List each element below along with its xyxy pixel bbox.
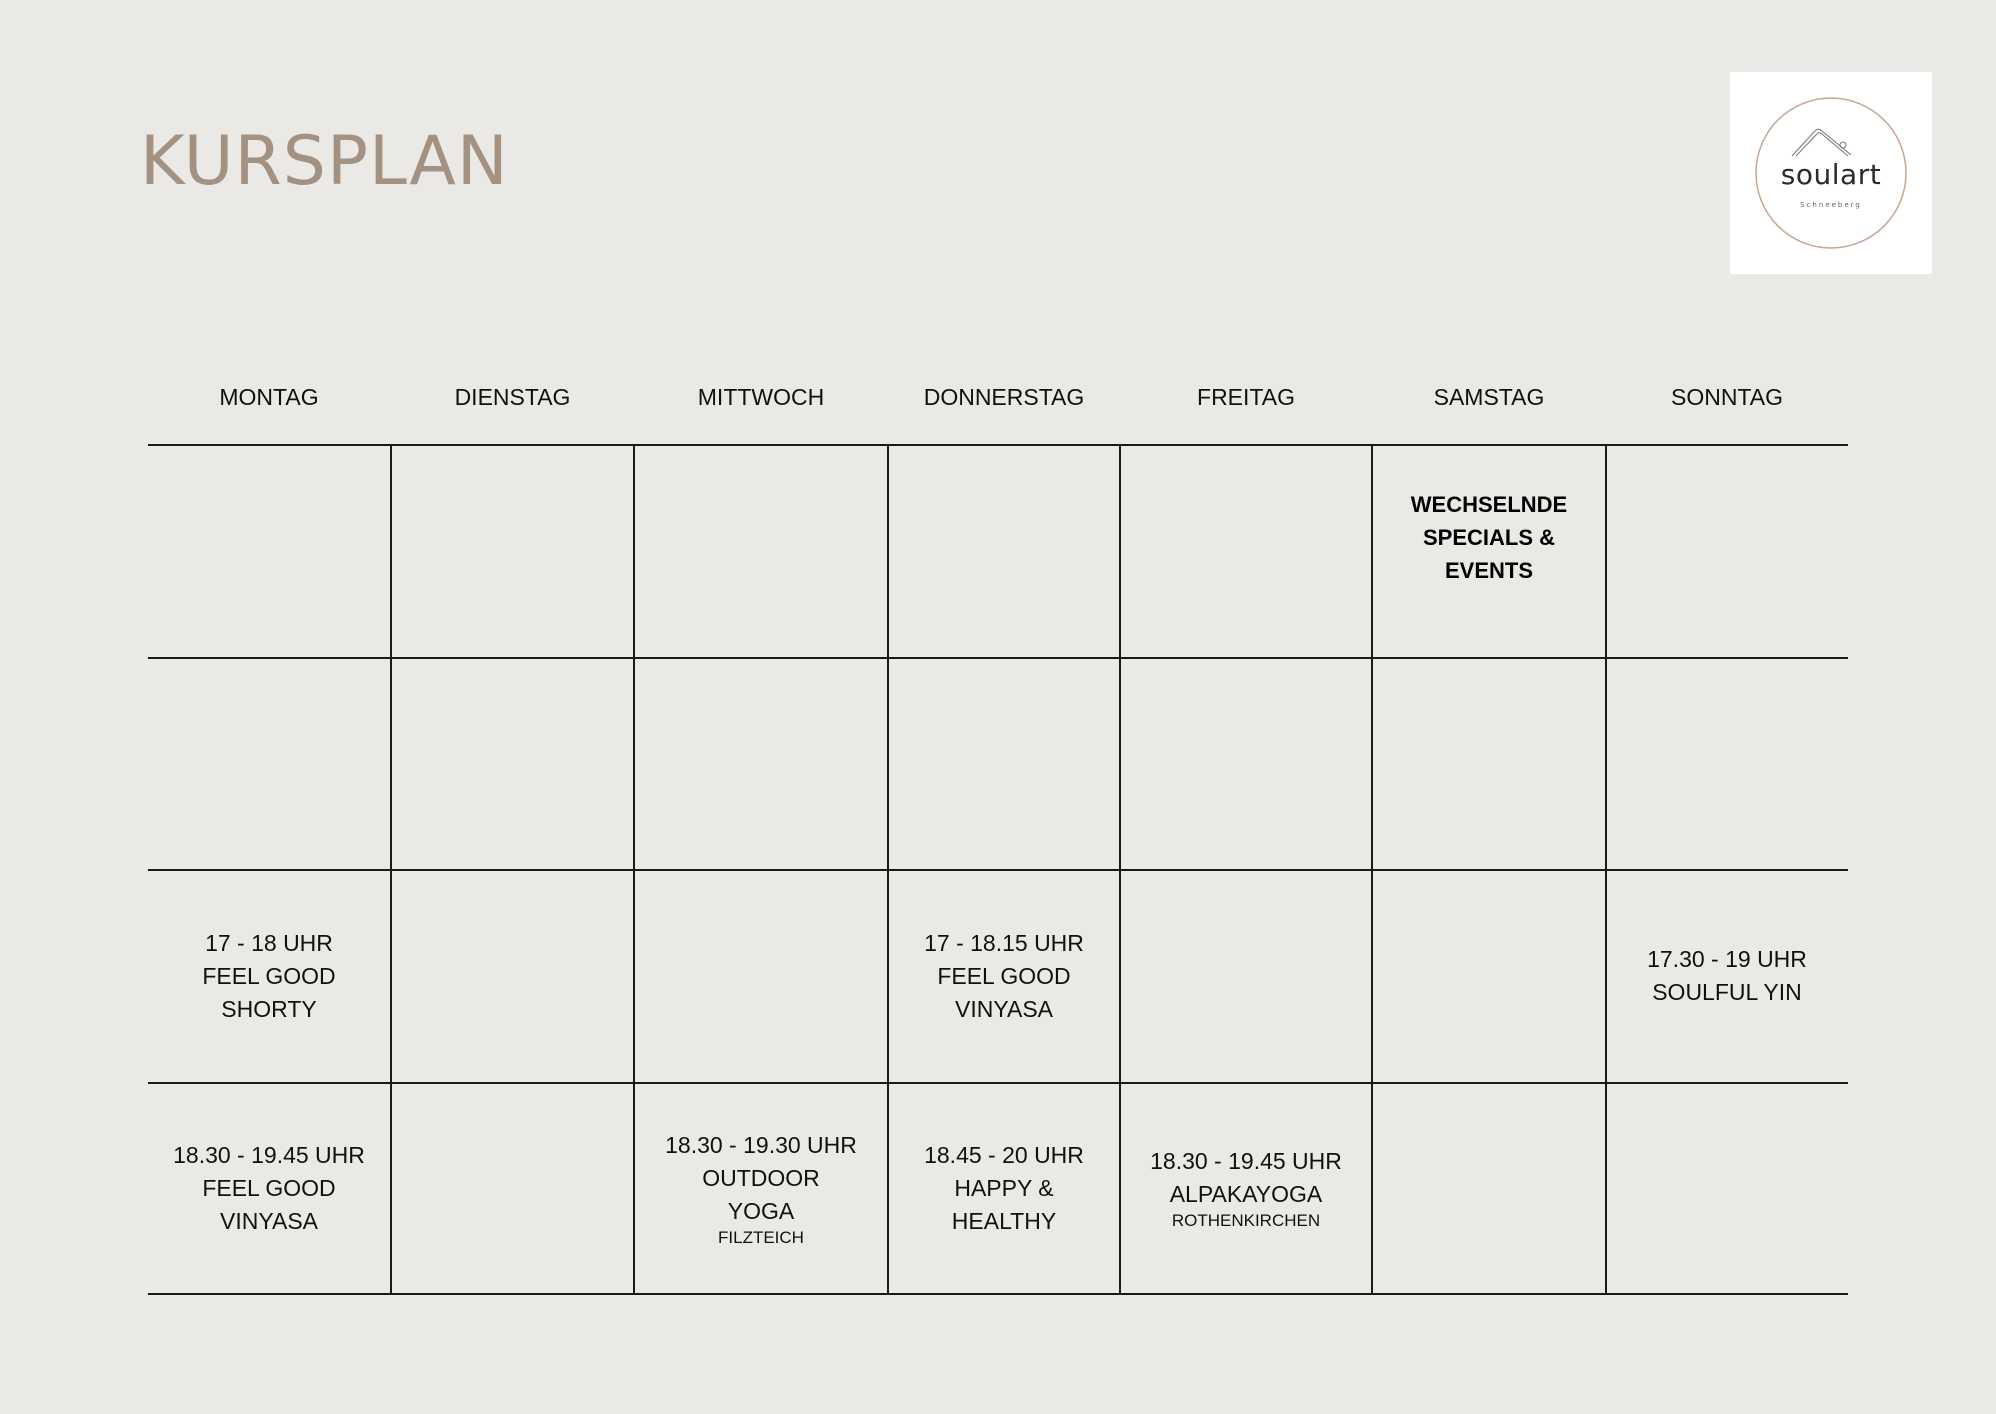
day-header-donnerstag: DONNERSTAG	[923, 384, 1085, 410]
class-name: FEEL GOOD	[202, 1174, 336, 1201]
class-name: YOGA	[727, 1197, 795, 1224]
schedule-cell-donnerstag-row3	[888, 871, 1120, 1081]
event-line: WECHSELNDE	[1410, 491, 1568, 517]
schedule-cell-montag-row4	[148, 1084, 390, 1292]
day-header-freitag: FREITAG	[1197, 384, 1295, 410]
schedule-cell-donnerstag-row4	[888, 1084, 1120, 1292]
class-name: ALPAKAYOGA	[1169, 1181, 1323, 1207]
row-divider	[148, 657, 1848, 659]
day-header-mittwoch: MITTWOCH	[697, 384, 825, 410]
class-name: SOULFUL YIN	[1652, 979, 1802, 1005]
class-name: VINYASA	[220, 1207, 318, 1234]
day-header-montag: MONTAG	[219, 384, 319, 410]
event-line: SPECIALS &	[1422, 524, 1555, 550]
class-time: 17 - 18.15 UHR	[924, 929, 1084, 956]
class-name: FEEL GOOD	[937, 962, 1071, 989]
row-divider	[148, 1293, 1848, 1295]
class-name: OUTDOOR	[702, 1164, 820, 1191]
schedule-cell-samstag-row1	[1372, 446, 1606, 656]
schedule-cell-mittwoch-row4	[634, 1084, 888, 1292]
class-name: HEALTHY	[951, 1207, 1057, 1234]
class-time: 18.45 - 20 UHR	[924, 1141, 1084, 1168]
logo-wordmark: soulart	[1780, 158, 1882, 191]
schedule-cell-montag-row3	[148, 871, 390, 1081]
class-time: 17.30 - 19 UHR	[1647, 946, 1807, 972]
logo-subtitle: Schneeberg	[1800, 201, 1862, 209]
day-header-sonntag: SONNTAG	[1670, 384, 1784, 410]
page-title: KURSPLAN	[140, 122, 509, 201]
day-header-dienstag: DIENSTAG	[454, 384, 571, 410]
schedule-cell-sonntag-row3	[1606, 871, 1848, 1081]
class-time: 18.30 - 19.45 UHR	[1150, 1148, 1342, 1174]
class-time: 17 - 18 UHR	[205, 929, 333, 956]
class-name: SHORTY	[221, 995, 317, 1022]
class-location: FILZTEICH	[718, 1227, 804, 1247]
day-header-samstag: SAMSTAG	[1433, 384, 1545, 410]
column-divider	[390, 445, 392, 1295]
class-location: ROTHENKIRCHEN	[1171, 1211, 1321, 1230]
schedule-cell-freitag-row4	[1120, 1084, 1372, 1292]
class-name: HAPPY &	[954, 1174, 1054, 1201]
class-time: 18.30 - 19.45 UHR	[173, 1141, 365, 1168]
logo	[1730, 72, 1932, 274]
event-line: EVENTS	[1444, 557, 1533, 583]
class-name: VINYASA	[955, 995, 1053, 1022]
class-name: FEEL GOOD	[202, 962, 336, 989]
class-time: 18.30 - 19.30 UHR	[665, 1131, 857, 1158]
